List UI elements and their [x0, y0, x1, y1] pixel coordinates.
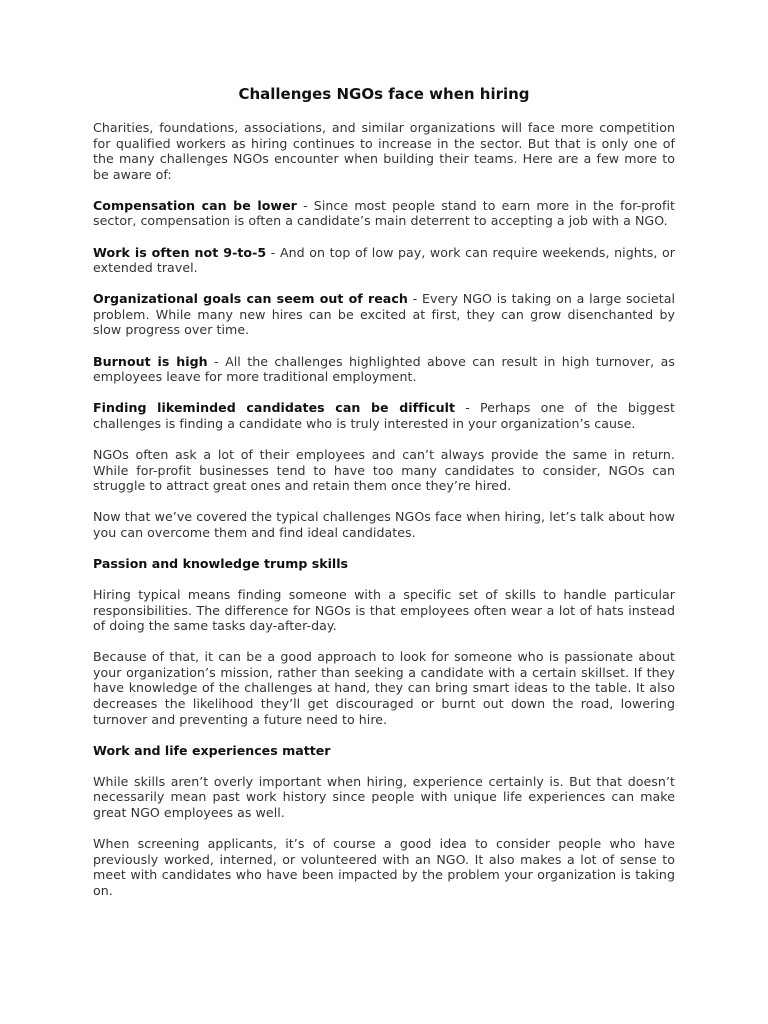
- challenge-term: Compensation can be lower: [93, 197, 297, 213]
- document-title: Challenges NGOs face when hiring: [238, 85, 530, 103]
- challenge-text: Perhaps one of the biggest challenges is finding a candidate who is truly interested in your organization’s cause.: [93, 400, 675, 431]
- challenge-text: All the challenges highlighted above can result in high turnover, as employees leave for more traditional employment.: [93, 353, 675, 385]
- challenge-term: Organizational goals can seem out of reach: [93, 291, 408, 307]
- passion-paragraph: Hiring typical means finding someone with a specific set of skills to handle particular responsibilities. The difference for NGOs is that employees often wear a lot of hats instead of doing the same tasks day-after-day.: [93, 586, 675, 634]
- challenge-separator: -: [207, 353, 226, 369]
- intro-paragraph: Charities, foundations, associations, and similar organizations will face more competition for qualified workers as hiring continues to increase in the sector. But that is only one of the many challenges NGOs encounter when building their teams. Here are a few more to be aware of:: [93, 120, 675, 182]
- challenge-term: Finding likeminded candidates can be difficult: [93, 400, 456, 416]
- challenge-text: Every NGO is taking on a large societal problem. While many new hires can be excited at first, they can grow disenchanted by slow progress over time.: [93, 291, 676, 338]
- challenge-separator: -: [407, 291, 422, 307]
- challenge-term: Work is often not 9-to-5: [93, 244, 267, 260]
- experience-paragraph: When screening applicants, it’s of course a good idea to consider people who have previously worked, interned, or volunteered with an NGO. It also makes a lot of sense to meet with candidates who have been impacted by the problem your organization is taking on.: [93, 836, 675, 898]
- challenge-burnout: [93, 354, 675, 385]
- document-page: [93, 84, 675, 914]
- challenge-compensation: [93, 198, 675, 229]
- challenge-text: Since most people stand to earn more in the for-profit sector, compensation is often a candidate’s main deterrent to accepting a job with a NGO.: [93, 197, 675, 229]
- challenge-schedule: [93, 245, 675, 276]
- section-heading-passion: Passion and knowledge trump skills: [93, 555, 349, 571]
- passion-paragraph: Because of that, it can be a good approach to look for someone who is passionate about your organization’s mission, rather than seeking a candidate with a certain skillset. If they have knowledge of the challenges at hand, they can bring smart ideas to the table. It also decreases the likelihood they’ll get discouraged or burnt out down the road, lowering turnover and preventing a future need to hire.: [93, 649, 675, 727]
- challenge-separator: -: [455, 400, 481, 416]
- transition-paragraph: Now that we’ve covered the typical challenges NGOs face when hiring, let’s talk about how you can overcome them and find ideal candidates.: [93, 509, 675, 540]
- challenge-text: And on top of low pay, work can require weekends, nights, or extended travel.: [93, 244, 676, 276]
- challenge-separator: -: [296, 197, 314, 213]
- challenge-likeminded: [93, 400, 675, 431]
- challenge-separator: -: [266, 244, 280, 260]
- challenge-term: Burnout is high: [93, 353, 208, 369]
- experience-paragraph: While skills aren’t overly important when hiring, experience certainly is. But that doesn’t necessarily mean past work history since people with unique life experiences can make great NGO employees as well.: [93, 773, 675, 820]
- section-heading-experience: Work and life experiences matter: [93, 742, 331, 758]
- ask-paragraph: NGOs often ask a lot of their employees and can’t always provide the same in return. While for-profit businesses tend to have too many candidates to consider, NGOs can struggle to attract great ones and retain them once they’re hired.: [93, 446, 675, 494]
- challenge-goals: [93, 291, 675, 338]
